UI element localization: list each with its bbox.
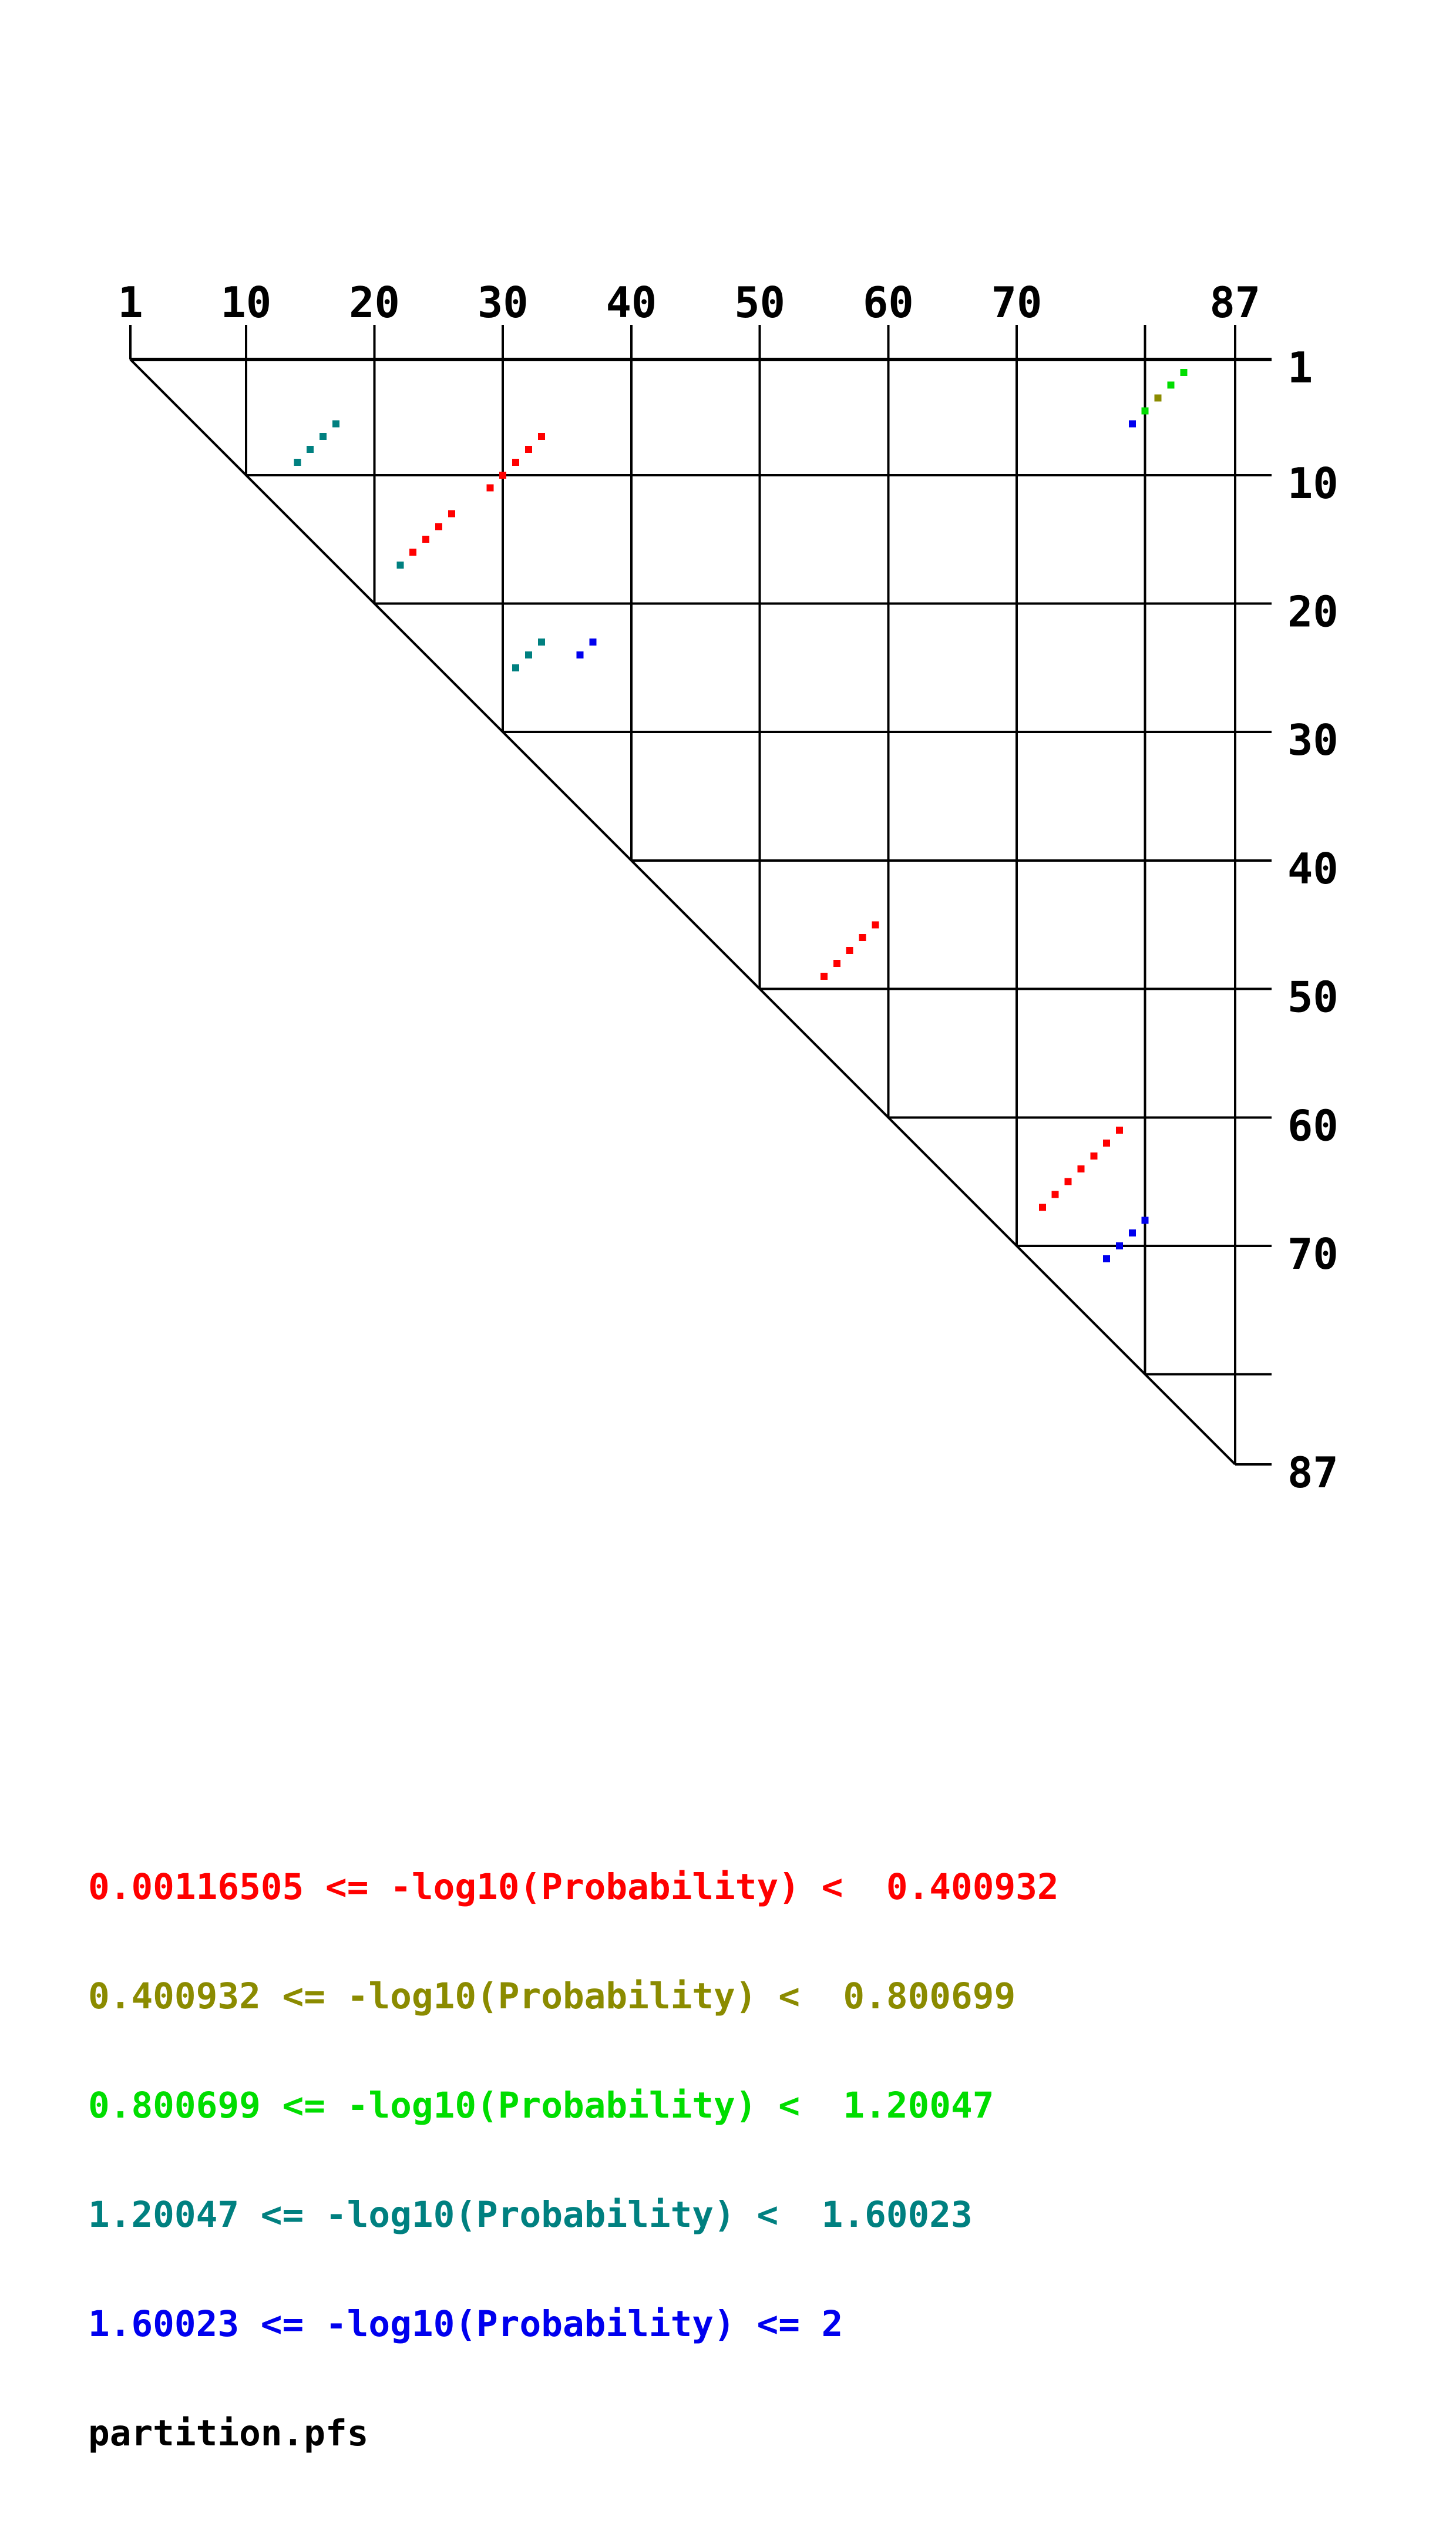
data-point [1116, 1127, 1123, 1134]
data-point [538, 433, 545, 440]
data-point [1116, 1242, 1123, 1249]
data-point [1090, 1152, 1097, 1160]
x-axis-tick-label: 50 [734, 278, 785, 327]
data-point [435, 523, 442, 530]
data-point [1103, 1140, 1110, 1147]
data-point [1167, 382, 1174, 389]
data-point [396, 562, 403, 569]
data-point [512, 459, 519, 466]
data-point [821, 973, 828, 980]
y-axis-tick-label: 20 [1287, 587, 1339, 637]
x-axis-tick-label: 10 [220, 278, 272, 327]
data-point [846, 947, 853, 954]
data-point [1142, 407, 1149, 414]
x-axis-tick-label: 20 [349, 278, 400, 327]
x-axis-tick-label: 30 [477, 278, 529, 327]
y-axis-tick-label: 87 [1287, 1447, 1339, 1497]
data-point [1129, 1229, 1136, 1236]
legend-item-level2: 0.400932 <= -log10(Probability) < 0.800699 [88, 1975, 1016, 2017]
data-point [1103, 1255, 1110, 1262]
x-axis-tick-label: 87 [1209, 278, 1261, 327]
data-point [499, 472, 506, 479]
x-axis-tick-label: 60 [862, 278, 914, 327]
data-point [525, 446, 532, 453]
data-point [1039, 1204, 1046, 1211]
data-point [332, 420, 339, 427]
data-point [448, 510, 455, 517]
y-axis-tick-label: 70 [1287, 1229, 1339, 1279]
data-point [576, 651, 583, 658]
x-axis-tick-label: 70 [991, 278, 1043, 327]
plot-filename: partition.pfs [88, 2412, 369, 2454]
legend-item-level4: 1.20047 <= -log10(Probability) < 1.60023 [88, 2194, 973, 2236]
y-axis-tick-label: 1 [1287, 343, 1313, 392]
data-point [409, 549, 416, 556]
data-point [320, 433, 327, 440]
data-point [1142, 1217, 1149, 1224]
y-axis-tick-label: 50 [1287, 972, 1339, 1022]
y-axis-tick-label: 10 [1287, 458, 1339, 508]
data-point [422, 536, 429, 543]
data-point [1077, 1165, 1084, 1172]
data-point [859, 934, 866, 941]
diagonal-line [130, 359, 1235, 1464]
y-axis-tick-label: 60 [1287, 1101, 1339, 1151]
legend-item-level5: 1.60023 <= -log10(Probability) <= 2 [88, 2303, 843, 2345]
data-point [1155, 395, 1162, 402]
data-point [589, 639, 596, 646]
legend [88, 1796, 1059, 2525]
data-point [833, 960, 840, 967]
data-point [872, 921, 879, 928]
data-point [512, 664, 519, 671]
x-axis-tick-label: 1 [117, 278, 143, 327]
legend-item-level3: 0.800699 <= -log10(Probability) < 1.20047 [88, 2085, 994, 2126]
legend-item-level1: 0.00116505 <= -log10(Probability) < 0.400932 [88, 1866, 1059, 1908]
data-point [486, 485, 493, 492]
data-point [307, 446, 314, 453]
data-point [525, 651, 532, 658]
data-point [1180, 369, 1187, 376]
y-axis-tick-label: 40 [1287, 844, 1339, 893]
x-axis-tick-label: 40 [606, 278, 657, 327]
y-axis-tick-label: 30 [1287, 715, 1339, 765]
data-point [538, 639, 545, 646]
data-point [1052, 1191, 1059, 1198]
data-point [1065, 1178, 1072, 1185]
data-point [1129, 420, 1136, 427]
data-point [294, 459, 301, 466]
